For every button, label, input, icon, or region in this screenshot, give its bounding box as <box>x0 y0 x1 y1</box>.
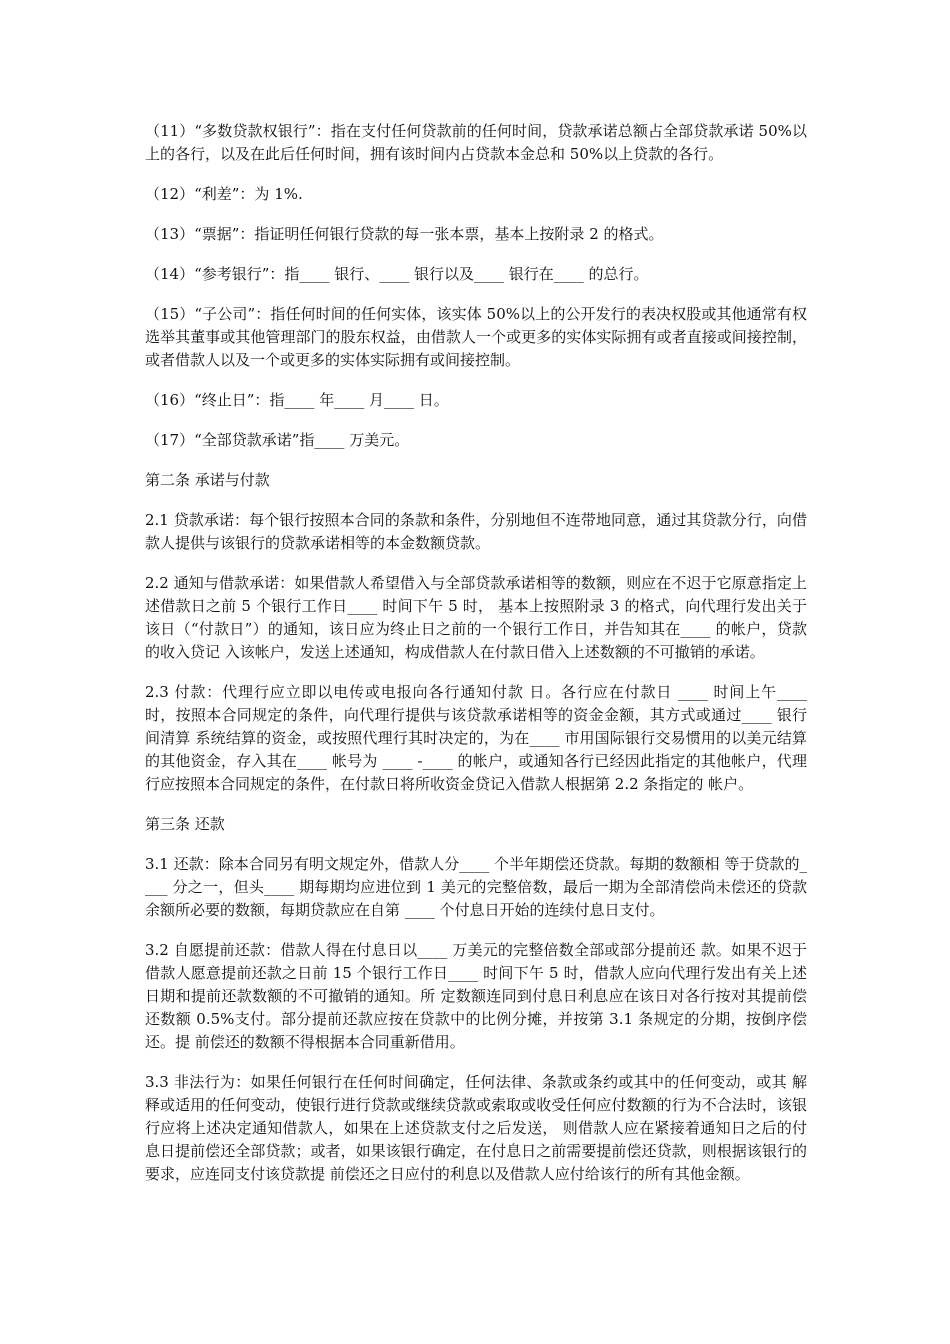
definition-13-paragraph: （13）“票据”：指证明任何银行贷款的每一张本票，基本上按附录 2 的格式。 <box>145 225 664 243</box>
definition-14-paragraph: （14）“参考银行”：指____ 银行、____ 银行以及____ 银行在____ 的总行。 <box>145 265 649 283</box>
clause-3-1-paragraph: 3.1 还款：除本合同另有明文规定外，借款人分____ 个半年期偿还贷款。每期的数额相 等于贷款的____ 分之一，但头____ 期每期均应进位到 1 美元的完整倍数，最后一期为全部清偿尚未偿还的贷款余额所必要的数额，每期贷款应在自第 ____ 个付息日开始的连续付息日支付。 <box>145 855 807 919</box>
clause-2-3-paragraph: 2.3 付款：代理行应立即以电传或电报向各行通知付款 日。各行应在付款日 ____ 时间上午____ 时，按照本合同规定的条件，向代理行提供与该贷款承诺相等的资金金额，其方式或通过____ 银行间清算 系统结算的资金，或按照代理行其时决定的，为在____ 市用国际银行交易惯用的以美元结算的其他资金，存入其在____ 帐号为 ____ -____ 的帐户，或通知各行已经因此指定的其他帐户，代理行应按照本合同规定的条件，在付款日将所收资金贷记入借款人根据第 2.2 条指定的 帐户。 <box>145 683 807 793</box>
clause-3-2-paragraph: 3.2 自愿提前还款：借款人得在付息日以____ 万美元的完整倍数全部或部分提前还 款。如果不迟于借款人愿意提前还款之日前 15 个银行工作日____ 时间下午 5 时，借款人应向代理行发出有关上述日期和提前还款数额的不可撤销的通知。所 定数额连同到付息日利息应在该日对各行按对其提前偿还数额 0.5%支付。部分提前还款应按在贷款中的比例分摊，并按第 3.1 条规定的分期，按倒序偿还。提 前偿还的数额不得根据本合同重新借用。 <box>145 941 807 1051</box>
document-page <box>145 120 807 1203</box>
definition-11-paragraph: （11）“多数贷款权银行”：指在支付任何贷款前的任何时间，贷款承诺总额占全部贷款承诺 50%以上的各行，以及在此后任何时间，拥有该时间内占贷款本金总和 50%以上贷款的各行。 <box>145 122 807 163</box>
clause-2-2-paragraph: 2.2 通知与借款承诺：如果借款人希望借入与全部贷款承诺相等的数额，则应在不迟于它原意指定上述借款日之前 5 个银行工作日____ 时间下午 5 时， 基本上按照附录 3 的格式，向代理行发出关于该日（“付款日”）的通知，该日应为终止日之前的一个银行工作日，并告知其在____ 的帐户，贷款的收入贷记 入该帐户，发送上述通知，构成借款人在付款日借入上述数额的不可撤销的承诺。 <box>145 574 807 661</box>
definition-15-paragraph: （15）“子公司”：指任何时间的任何实体，该实体 50%以上的公开发行的表决权股或其他通常有权选举其董事或其他管理部门的股东权益，由借款人一个或更多的实体实际拥有或者直接或间接控制，或者借款人以及一个或更多的实体实际拥有或间接控制。 <box>145 305 807 369</box>
clause-3-3-paragraph: 3.3 非法行为：如果任何银行在任何时间确定，任何法律、条款或条约或其中的任何变动，或其 解释或适用的任何变动，使银行进行贷款或继续贷款或索取或收受任何应付数额的行为不合法时，该银行应将上述决定通知借款人，如果在上述贷款支付之后发送， 则借款人应在紧接着通知日之后的付息日提前偿还全部贷款；或者，如果该银行确定，在付息日之前需要提前偿还贷款，则根据该银行的要求，应连同支付该贷款提 前偿还之日应付的利息以及借款人应付给该行的所有其他金额。 <box>145 1073 807 1183</box>
definition-16-paragraph: （16）“终止日”：指____ 年____ 月____ 日。 <box>145 391 449 409</box>
definition-17-paragraph: （17）“全部贷款承诺”指____ 万美元。 <box>145 431 410 449</box>
clause-2-1-paragraph: 2.1 贷款承诺：每个银行按照本合同的条款和条件，分别地但不连带地同意，通过其贷款分行，向借款人提供与该银行的贷款承诺相等的本金数额贷款。 <box>145 511 807 552</box>
article-2-heading: 第二条 承诺与付款 <box>145 471 270 489</box>
article-3-heading: 第三条 还款 <box>145 815 225 833</box>
definition-12-paragraph: （12）“利差”：为 1%. <box>145 185 303 203</box>
